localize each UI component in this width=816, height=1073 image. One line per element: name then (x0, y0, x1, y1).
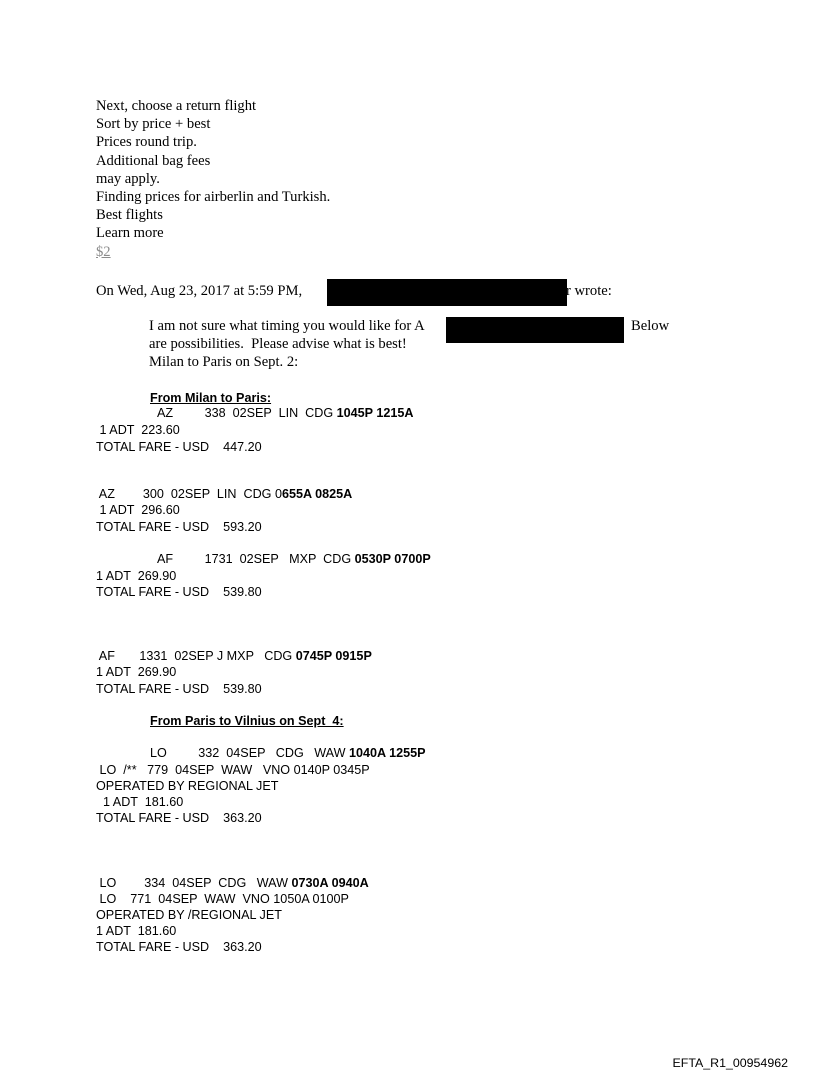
flight-line: AZ 300 02SEP LIN CDG 0655A 0825A (96, 487, 353, 501)
fare-line: 1 ADT 181.60 (96, 924, 177, 938)
flight-line: AF 1731 02SEP MXP CDG 0530P 0700P (157, 552, 431, 566)
operated-by-line: OPERATED BY REGIONAL JET (96, 779, 279, 793)
total-fare-line: TOTAL FARE - USD 593.20 (96, 520, 262, 534)
flight-line: LO 771 04SEP WAW VNO 1050A 0100P (96, 892, 349, 906)
reply-header-prefix: On Wed, Aug 23, 2017 at 5:59 PM, (96, 283, 303, 299)
total-fare-line: TOTAL FARE - USD 363.20 (96, 940, 262, 954)
intro-line: Sort by price + best (96, 116, 211, 133)
fare-line: 1 ADT 269.90 (96, 665, 177, 679)
fare-line: 1 ADT 269.90 (96, 569, 177, 583)
flight-line: LO /** 779 04SEP WAW VNO 0140P 0345P (96, 763, 370, 777)
total-fare-line: TOTAL FARE - USD 539.80 (96, 682, 262, 696)
intro-line: Additional bag fees (96, 152, 211, 169)
price-link[interactable]: $2 (96, 243, 111, 260)
section-heading: From Paris to Vilnius on Sept 4: (150, 714, 344, 728)
flight-line: AZ 338 02SEP LIN CDG 1045P 1215A (157, 406, 414, 420)
fare-line: 1 ADT 223.60 (96, 423, 180, 437)
intro-line: may apply. (96, 170, 160, 187)
intro-line: Learn more (96, 225, 164, 242)
message-line: Milan to Paris on Sept. 2: (149, 354, 299, 370)
intro-line: Prices round trip. (96, 134, 197, 151)
total-fare-line: TOTAL FARE - USD 539.80 (96, 585, 262, 599)
flight-line: AF 1331 02SEP J MXP CDG 0745P 0915P (96, 649, 372, 663)
intro-line: Next, choose a return flight (96, 98, 257, 114)
intro-line: Finding prices for airberlin and Turkish. (96, 188, 331, 205)
message-line: Below (631, 318, 670, 334)
total-fare-line: TOTAL FARE - USD 363.20 (96, 811, 262, 825)
flight-line: LO 334 04SEP CDG WAW 0730A 0940A (96, 876, 369, 890)
fare-line: 1 ADT 296.60 (96, 503, 180, 517)
fare-line: 1 ADT 181.60 (96, 795, 184, 809)
intro-line: Best flights (96, 207, 163, 224)
section-heading: From Milan to Paris: (150, 391, 272, 405)
document-id: EFTA_R1_00954962 (672, 1056, 788, 1070)
total-fare-line: TOTAL FARE - USD 447.20 (96, 440, 262, 454)
operated-by-line: OPERATED BY /REGIONAL JET (96, 908, 282, 922)
reply-header-suffix: r wrote: (566, 283, 612, 299)
flight-line: LO 332 04SEP CDG WAW 1040A 1255P (150, 746, 426, 760)
message-line: I am not sure what timing you would like for A (149, 318, 425, 334)
redaction-box (327, 279, 567, 306)
message-line: are possibilities. Please advise what is best! (149, 336, 407, 352)
redaction-box (446, 317, 624, 343)
intro-block (96, 97, 330, 261)
